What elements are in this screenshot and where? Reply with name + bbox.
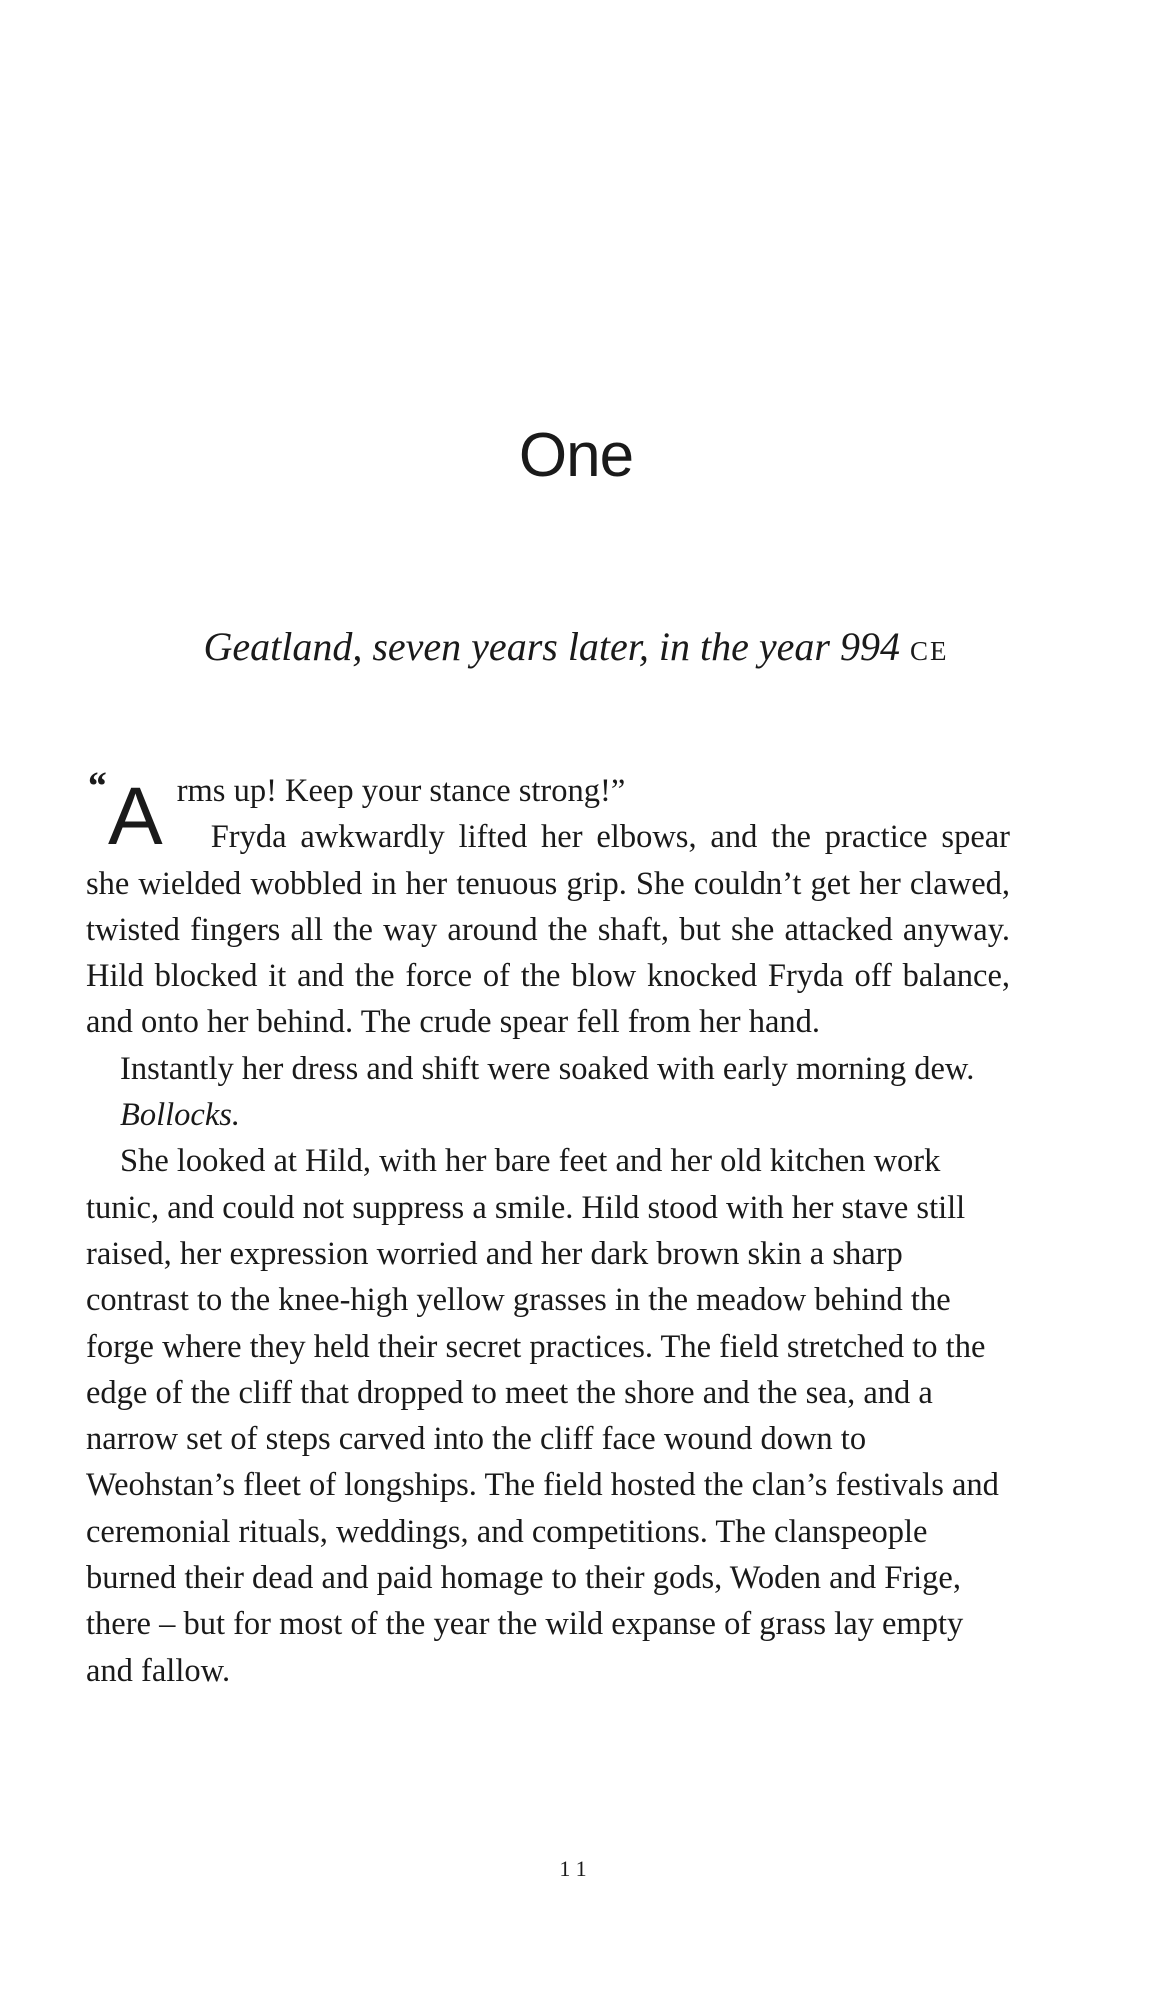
- chapter-body: [86, 763, 1010, 1694]
- drop-cap-letter: A: [108, 771, 163, 862]
- chapter-setting: [0, 623, 1152, 670]
- chapter-title: One: [518, 421, 634, 490]
- paragraph-1: [86, 763, 1010, 862]
- paragraph-3: Instantly her dress and shift were soaked with early morning dew.: [120, 1050, 975, 1087]
- page-number: 11: [559, 1856, 593, 1881]
- paragraph-4: Bollocks.: [120, 1097, 241, 1134]
- era-label: CE: [910, 636, 949, 666]
- drop-cap-block: [86, 763, 163, 862]
- setting-text: Geatland, seven years later, in the year 994: [203, 624, 900, 669]
- paragraph-5: She looked at Hild, with her bare feet and her old kitchen work tunic, and could not suppress a smile. Hild stood with her stave still raised, her expression worried and her dark brown skin a sharp contrast to the knee-high yellow grasses in the meadow behind the forge where they held their secret practices. The field stretched to the edge of the cliff that dropped to meet the shore and the sea, and a narrow set of steps carved into the cliff face wound down to Weohstan’s fleet of longships. The field hosted the clan’s festivals and ceremonial rituals, weddings, and competitions. The clanspeople burned their dead and paid homage to their gods, Woden and Frige, there – but for most of the year the wild expanse of grass lay empty and fallow.: [86, 1143, 999, 1689]
- paragraph-2: Fryda awkwardly lifted her elbows, and the practice spear she wielded wobbled in her tenuous grip. She couldn’t get her clawed, twisted fingers all the way around the shaft, but she attacked anyway. Hild blocked it and the force of the blow knocked Fryda off balance, and onto her behind. The crude spear fell from her hand.: [86, 819, 1010, 1041]
- paragraph-1-text: rms up! Keep your stance strong!”: [176, 773, 626, 809]
- opening-quote: “: [86, 763, 106, 808]
